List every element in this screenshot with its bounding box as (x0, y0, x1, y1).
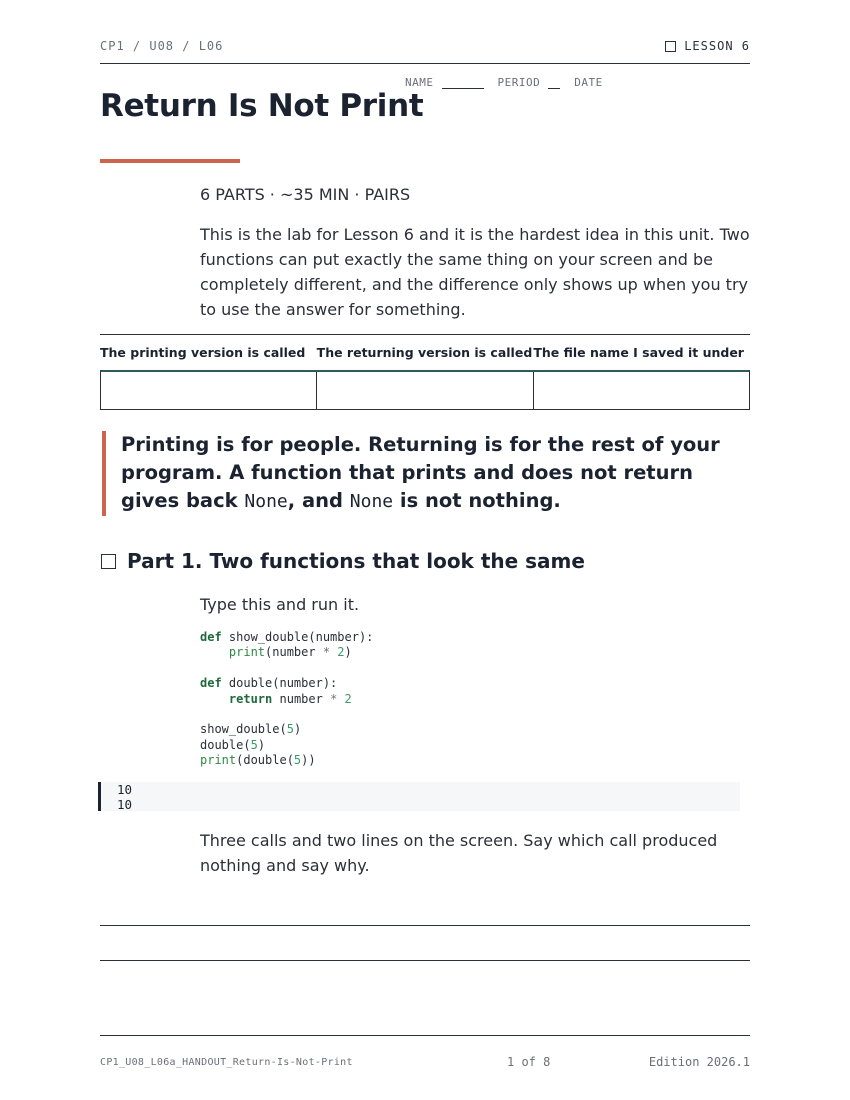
table-header-returning: The returning version is called (316, 345, 533, 360)
table-header-filename: The file name I saved it under (533, 345, 744, 360)
checkbox-icon[interactable] (665, 41, 676, 52)
breadcrumb: CP1 / U08 / L06 (100, 39, 224, 53)
answer-line[interactable] (100, 925, 750, 926)
table-header-printing: The printing version is called (100, 345, 306, 360)
output-line: 10 (117, 797, 133, 812)
page-title: Return Is Not Print (100, 88, 424, 124)
none-literal: None (244, 491, 288, 512)
title-accent-bar (100, 159, 240, 163)
date-field[interactable] (574, 76, 603, 89)
intro-paragraph: This is the lab for Lesson 6 and it is the hardest idea in this unit. Two functions can put exactly the same thing on your screen and be completely different, and the difference only shows up when you try to use the answer for something. (200, 225, 750, 319)
callout-text-end: is not nothing. (393, 489, 561, 512)
part-1-heading (101, 549, 585, 573)
lesson-label: LESSON 6 (684, 39, 750, 53)
program-output (98, 782, 740, 811)
part-1-question: Three calls and two lines on the screen. Say which call produced nothing and say why. (200, 831, 718, 875)
printing-name-cell[interactable] (101, 372, 317, 409)
part-1-instruction: Type this and run it. (200, 595, 360, 614)
callout-text-start: Printing is for people. Returning is for the rest of your program. A function that prints and does not return gives back (121, 433, 720, 512)
lesson-meta: 6 PARTS · ~35 MIN · PAIRS (200, 185, 411, 204)
footer-filename: CP1_U08_L06a_HANDOUT_Return-Is-Not-Print (100, 1057, 353, 1068)
checkbox-icon[interactable] (101, 554, 116, 569)
name-blank[interactable] (442, 77, 484, 89)
period-label: PERIOD (497, 76, 541, 89)
answer-line[interactable] (100, 960, 750, 961)
none-literal: None (349, 491, 394, 512)
name-label: NAME (405, 76, 434, 89)
part-1-title: Part 1. Two functions that look the same (127, 549, 585, 573)
lesson-tag (665, 39, 750, 53)
footer-divider (100, 1035, 750, 1036)
student-fields (405, 76, 603, 89)
header-divider (100, 63, 750, 64)
output-line: 10 (117, 782, 133, 797)
returning-name-cell[interactable] (317, 372, 533, 409)
edition-label: Edition 2026.1 (648, 1055, 750, 1069)
page-number: 1 of 8 (507, 1055, 551, 1069)
period-blank[interactable] (548, 77, 560, 89)
code-block: def show_double(number): print(number * 2) def double(number): return number * 2 show_double(5) double(5) print(double(5)) (200, 630, 374, 768)
period-field[interactable] (498, 76, 561, 89)
table-header-row (100, 345, 750, 360)
key-idea-callout (102, 431, 721, 516)
filename-cell[interactable] (534, 372, 749, 409)
date-label: DATE (574, 76, 603, 89)
callout-text-middle: , and (287, 489, 350, 512)
table-top-rule (100, 334, 750, 335)
table-answer-row (100, 370, 750, 410)
